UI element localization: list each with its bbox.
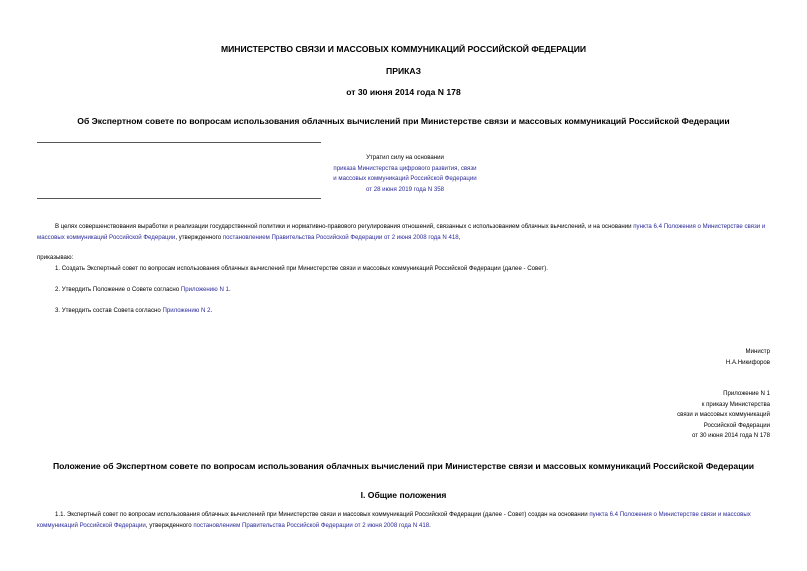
section-1-title: I. Общие положения [360, 490, 447, 500]
appendix-ref-line5: от 30 июня 2014 года N 178 [691, 432, 770, 439]
signature-name: Н.А.Никифоров [725, 358, 770, 366]
document-title: Об Экспертном совете по вопросам использования облачных вычислений при Министерстве связи и массовых коммуникаций Российской Федерации [77, 116, 730, 126]
clause-1-1-text-2: , утвержденного [145, 521, 194, 529]
appendix-ref-line1: Приложение N 1 [723, 390, 770, 397]
document-type: ПРИКАЗ [386, 66, 421, 76]
clause-6-4-link[interactable]: пункта 6.4 [633, 223, 662, 230]
repeal-order-link[interactable]: приказа Министерства цифрового развития, связи [333, 164, 477, 172]
preamble-text-2: , утвержденного [175, 233, 223, 241]
appendix-ref-line3: связи и массовых коммуникаций [677, 411, 770, 418]
repeal-notice-label: Утратил силу на основании [366, 154, 444, 161]
preamble-text: В целях совершенствования выработки и реализации государственной политики и нормативно-правового регулирования отношений, связанных с использованием облачных вычислений, и на основании [55, 223, 634, 230]
clause-1-1 [37, 510, 775, 531]
repeal-notice [322, 153, 488, 195]
item-2-text: 2. Утвердить Положение о Совете согласно [55, 286, 181, 293]
clause-1-1-decree-link[interactable]: постановлением Правительства Российской Федерации от 2 июня 2008 года N 418 [193, 521, 430, 529]
appendix-ref-line4: Российской Федерации [703, 421, 770, 429]
item-1: 1. Создать Экспертный совет по вопросам использования облачных вычислений при Министерстве связи и массовых коммуникаций Российской Федерации (далее - Совет). [55, 265, 548, 272]
appendix-2-link[interactable]: Приложению N 2 [162, 307, 211, 314]
repeal-order-link-line3[interactable]: от 28 июня 2019 года N 358 [365, 185, 445, 193]
clause-1-1-text-3: . [429, 521, 431, 529]
regulation-title: Положение об Экспертном совете по вопросам использования облачных вычислений при Министерстве связи и массовых коммуникаций Российской Федерации [52, 461, 755, 471]
item-2-period: . [228, 286, 231, 293]
item-2 [55, 285, 231, 296]
preamble-text-3: , [458, 233, 461, 241]
ministry-regulation-link[interactable]: Положения о Министерстве связи и массовых коммуникаций Российской Федерации [37, 223, 766, 241]
preamble-paragraph [37, 222, 775, 243]
government-decree-link[interactable]: постановлением Правительства Российской Федерации от 2 июня 2008 года N 418 [222, 233, 459, 241]
appendix-ref-line2: к приказу Министерства [701, 400, 770, 408]
item-3-text: 3. Утвердить состав Совета согласно [55, 307, 163, 314]
divider-top [37, 142, 321, 143]
signature-block [726, 347, 770, 368]
ministry-heading: МИНИСТЕРСТВО СВЯЗИ И МАССОВЫХ КОММУНИКАЦИЙ РОССИЙСКОЙ ФЕДЕРАЦИИ [220, 44, 587, 54]
item-3 [55, 306, 212, 317]
repeal-order-link-line2[interactable]: и массовых коммуникаций Российской Федерации [333, 175, 477, 182]
appendix-reference [677, 389, 770, 442]
clause-1-1-regulation-link[interactable]: пункта 6.4 Положения о [589, 511, 657, 518]
appendix-1-link[interactable]: Приложению N 1 [180, 286, 229, 293]
order-word: приказываю: [37, 254, 74, 261]
item-3-period: . [210, 307, 213, 314]
document-date-number: от 30 июня 2014 года N 178 [346, 87, 461, 97]
clause-1-1-ministry-link[interactable]: Министерстве связи и массовых коммуникаций Российской Федерации [37, 511, 751, 529]
clause-1-1-text: 1.1. Экспертный совет по вопросам использования облачных вычислений при Министерстве связи и массовых коммуникаций Российской Федерации (далее - Совет) создан на основании [55, 511, 590, 518]
divider-bottom [37, 198, 321, 199]
signature-position: Министр [745, 348, 770, 355]
